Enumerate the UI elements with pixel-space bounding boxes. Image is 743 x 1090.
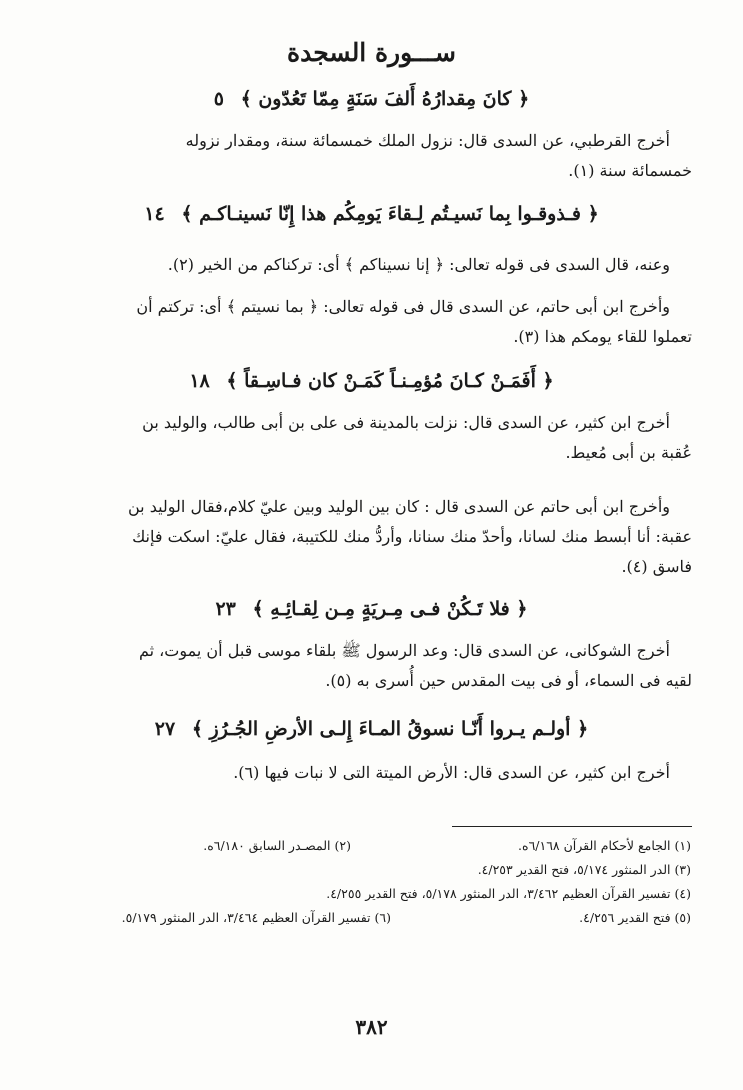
paragraph-line: أخرج القرطبي، عن السدى قال: نزول الملك خمسمائة سنة، ومقدار نزوله [185,131,670,150]
ayah-number: ١٨ [189,370,210,392]
paragraph-line: أخرج ابن كثير، عن السدى قال: الأرض الميتة التى لا نبات فيها (٦). [233,763,670,782]
page-number: ٣٨٢ [355,1015,388,1039]
commentary-paragraph [70,126,692,186]
paragraph-line: خمسمائة سنة (١). [568,161,692,180]
ayah-number: ١٤ [144,203,165,225]
paragraph-line: عُقبة بن أبى مُعيط. [565,443,692,462]
footnote-separator [452,826,692,827]
paragraph-line: لقيه فى السماء، أو فى بيت المقدس حين أُسرى به (٥). [325,671,692,690]
footnote: (١) الجامع لأحكام القرآن ٦/١٦٨ه. [518,838,691,853]
ayah-number: ٥ [213,88,224,110]
footnote: (٣) الدر المنثور ٥/١٧٤، فتح القدير ٤/٢٥٣. [477,862,691,877]
ayah-text: ﴿ فلا تَـكُنْ فـى مِـريَةٍ مِـن لِقـائِـهِ ﴾ [252,598,528,620]
paragraph-line: أخرج الشوكانى، عن السدى قال: وعد الرسول ﷺ بلقاء موسى قبل أن يموت، ثم [138,641,670,660]
ayah-text: ﴿ كانَ مِقدارُهُ أَلفَ سَنَةٍ مِمّا تَعُدّون ﴾ [240,88,530,110]
ayah-text: ﴿ أولـم يـروا أَنّـا نسوقُ المـاءَ إِلـى الأرضِ الجُـرُزِ ﴾ [191,718,589,740]
paragraph-line: عقبة: أنا أبسط منك لسانا، وأحدّ منك سنانا، وأردُّ منك للكتيبة، فقال عليّ: اسكت فإنك [132,527,692,546]
paragraph-line: تعملوا للقاء يومكم هذا (٣). [513,327,692,346]
footnote: (٦) تفسير القرآن العظيم ٣/٤٦٤، الدر المنثور ٥/١٧٩. [121,910,391,925]
ayah-heading [60,370,683,392]
ayah-heading [60,718,683,740]
commentary-paragraph [70,492,692,582]
commentary-paragraph [70,636,692,696]
paragraph-line: وأخرج ابن أبى حاتم، عن السدى قال فى قوله تعالى: ﴿ بما نسيتم ﴾ أى: تركتم أن [136,297,670,316]
ayah-heading [60,203,683,225]
footnote: (٤) تفسير القرآن العظيم ٣/٤٦٢، الدر المنثور ٥/١٧٨، فتح القدير ٤/٢٥٥. [326,886,691,901]
paragraph-line: أخرج ابن كثير، عن السدى قال: نزلت بالمدينة فى على بن أبى طالب، والوليد بن [142,413,670,432]
paragraph-line: فاسق (٤). [621,557,692,576]
ayah-heading [60,598,683,620]
paragraph-line: وعنه، قال السدى فى قوله تعالى: ﴿ إنا نسيناكم ﴾ أى: تركناكم من الخير (٢). [167,255,670,274]
ayah-text: ﴿ فـذوقـوا بِما نَسيـتُم لِـقاءَ يَومِكُم هذا إِنّا نَسينـاكـم ﴾ [181,203,599,225]
ayah-heading [60,88,683,110]
commentary-paragraph [70,292,692,352]
commentary-paragraph [70,408,692,468]
surah-title: ســـورة السجدة [287,38,456,67]
commentary-paragraph [70,758,692,788]
commentary-paragraph [70,250,692,280]
paragraph-line: وأخرج ابن أبى حاتم عن السدى قال : كان بين الوليد وبين عليّ كلام،فقال الوليد بن [127,497,670,516]
ayah-text: ﴿ أَفَمَـنْ كـانَ مُؤمِـنـاً كَمَـنْ كان فـاسِـقاً ﴾ [226,370,554,392]
footnote: (٥) فتح القدير ٤/٢٥٦. [579,910,691,925]
ayah-number: ٢٣ [215,598,236,620]
footnote: (٢) المصـدر السابق ٦/١٨٠ه. [203,838,351,853]
ayah-number: ٢٧ [154,718,176,740]
